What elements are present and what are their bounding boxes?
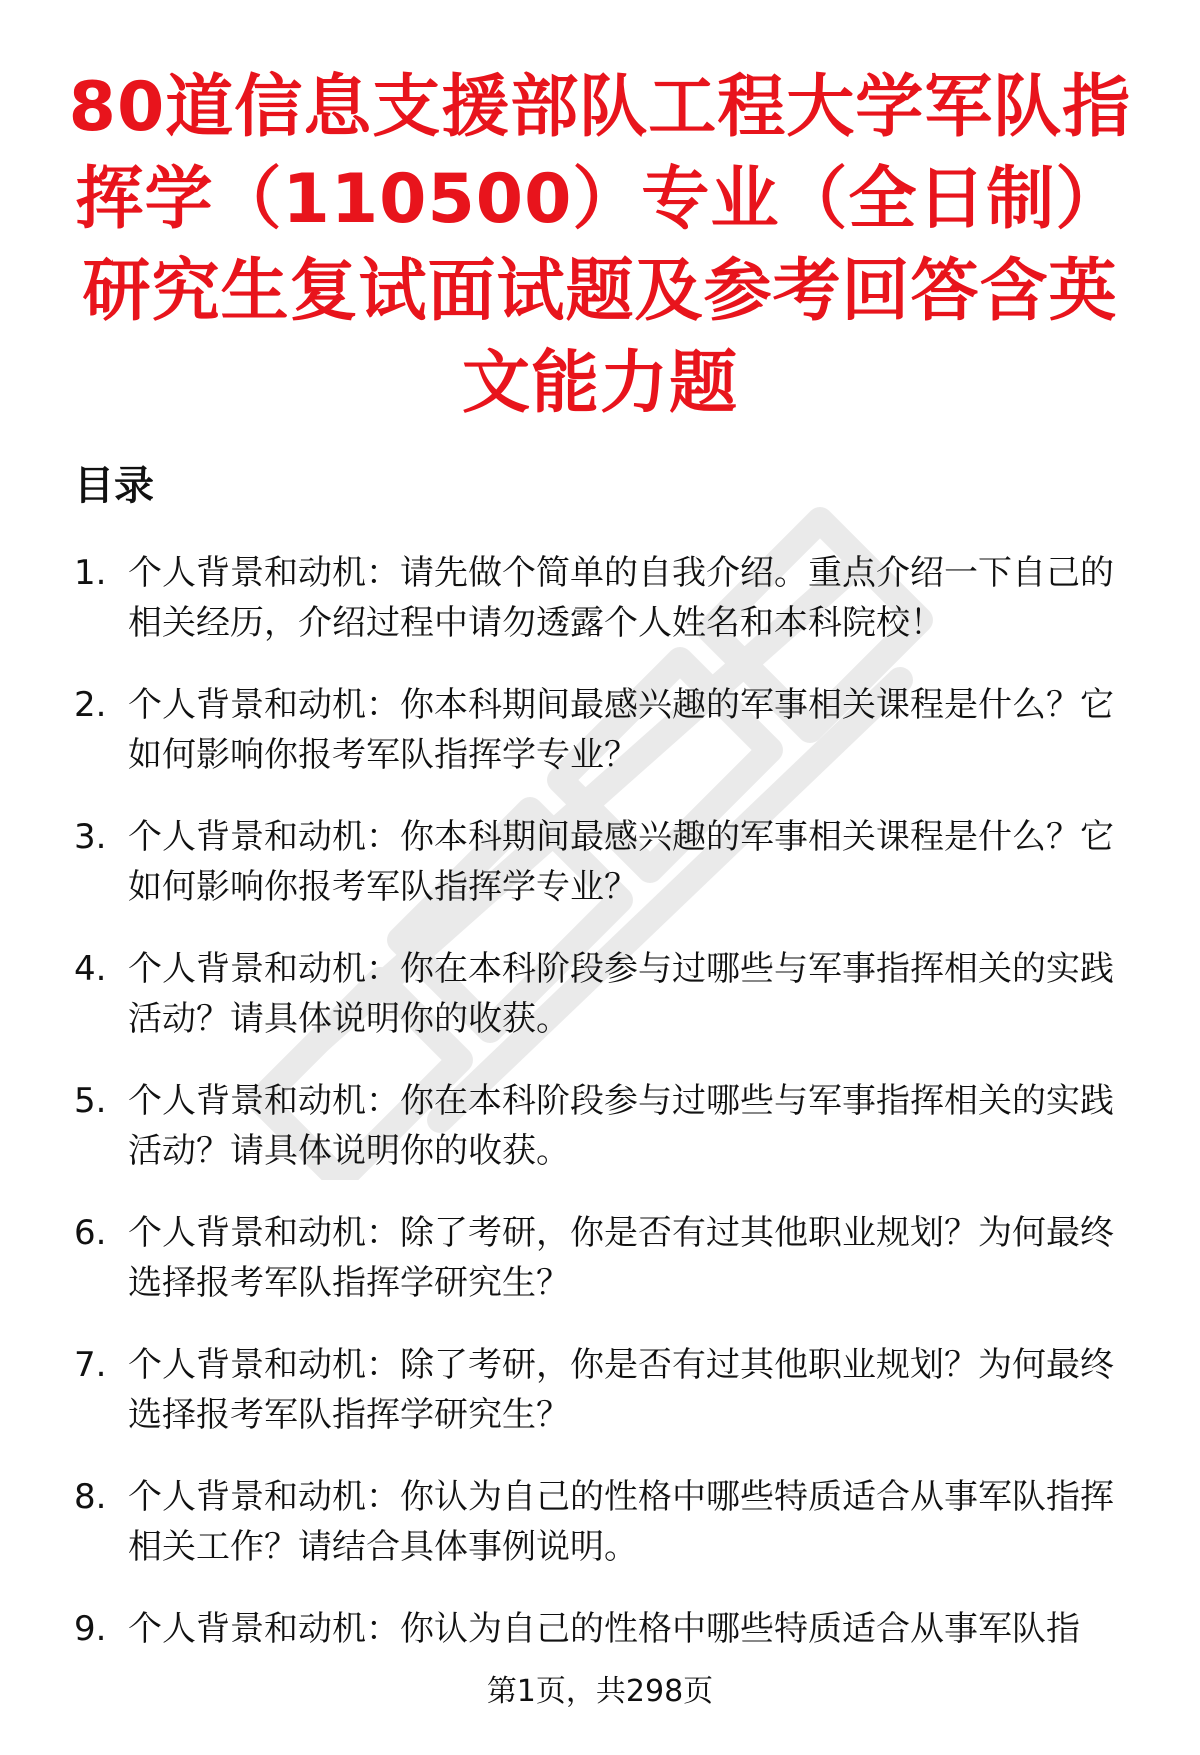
toc-item-number: 8.	[74, 1477, 107, 1517]
toc-item-text: 个人背景和动机：你在本科阶段参与过哪些与军事指挥相关的实践活动？请具体说明你的收获。	[128, 949, 1114, 1039]
toc-item	[74, 812, 1140, 912]
page-footer: 第1页，共298页	[486, 1674, 714, 1709]
toc-item-number: 4.	[74, 949, 107, 989]
toc-item	[74, 1340, 1140, 1440]
toc-item-text: 个人背景和动机：除了考研，你是否有过其他职业规划？为何最终选择报考军队指挥学研究生？	[128, 1213, 1114, 1303]
toc-item-text: 个人背景和动机：你本科期间最感兴趣的军事相关课程是什么？它如何影响你报考军队指挥学专业？	[128, 817, 1114, 907]
toc-item-number: 1.	[74, 553, 107, 593]
toc-item	[74, 680, 1140, 780]
toc-heading: 目录	[74, 463, 154, 509]
toc-item-text: 个人背景和动机：请先做个简单的自我介绍。重点介绍一下自己的相关经历，介绍过程中请勿透露个人姓名和本科院校！	[128, 553, 1114, 643]
toc-item	[74, 1472, 1140, 1572]
toc-item-text: 个人背景和动机：你认为自己的性格中哪些特质适合从事军队指挥相关工作？请结合具体事例说明。	[128, 1477, 1114, 1567]
toc-item-number: 3.	[74, 817, 107, 857]
toc-item-number: 7.	[74, 1345, 107, 1385]
toc-item-text: 个人背景和动机：你本科期间最感兴趣的军事相关课程是什么？它如何影响你报考军队指挥学专业？	[128, 685, 1114, 775]
toc-item-text: 个人背景和动机：除了考研，你是否有过其他职业规划？为何最终选择报考军队指挥学研究生？	[128, 1345, 1114, 1435]
toc-item-number: 9.	[74, 1609, 107, 1649]
toc-item	[74, 1208, 1140, 1308]
toc-item-text: 个人背景和动机：你认为自己的性格中哪些特质适合从事军队指	[128, 1609, 1080, 1649]
page-title: 80道信息支援部队工程大学军队指挥学（110500）专业（全日制）研究生复试面试题及参考回答含英文能力题	[68, 68, 1132, 423]
toc-item-number: 2.	[74, 685, 107, 725]
toc-item	[74, 1604, 1140, 1654]
toc-item	[74, 548, 1140, 648]
toc-item-number: 5.	[74, 1081, 107, 1121]
toc-item-text: 个人背景和动机：你在本科阶段参与过哪些与军事指挥相关的实践活动？请具体说明你的收获。	[128, 1081, 1114, 1171]
toc-item	[74, 1076, 1140, 1176]
toc-item	[74, 944, 1140, 1044]
toc-list	[74, 548, 1140, 1686]
toc-item-number: 6.	[74, 1213, 107, 1253]
